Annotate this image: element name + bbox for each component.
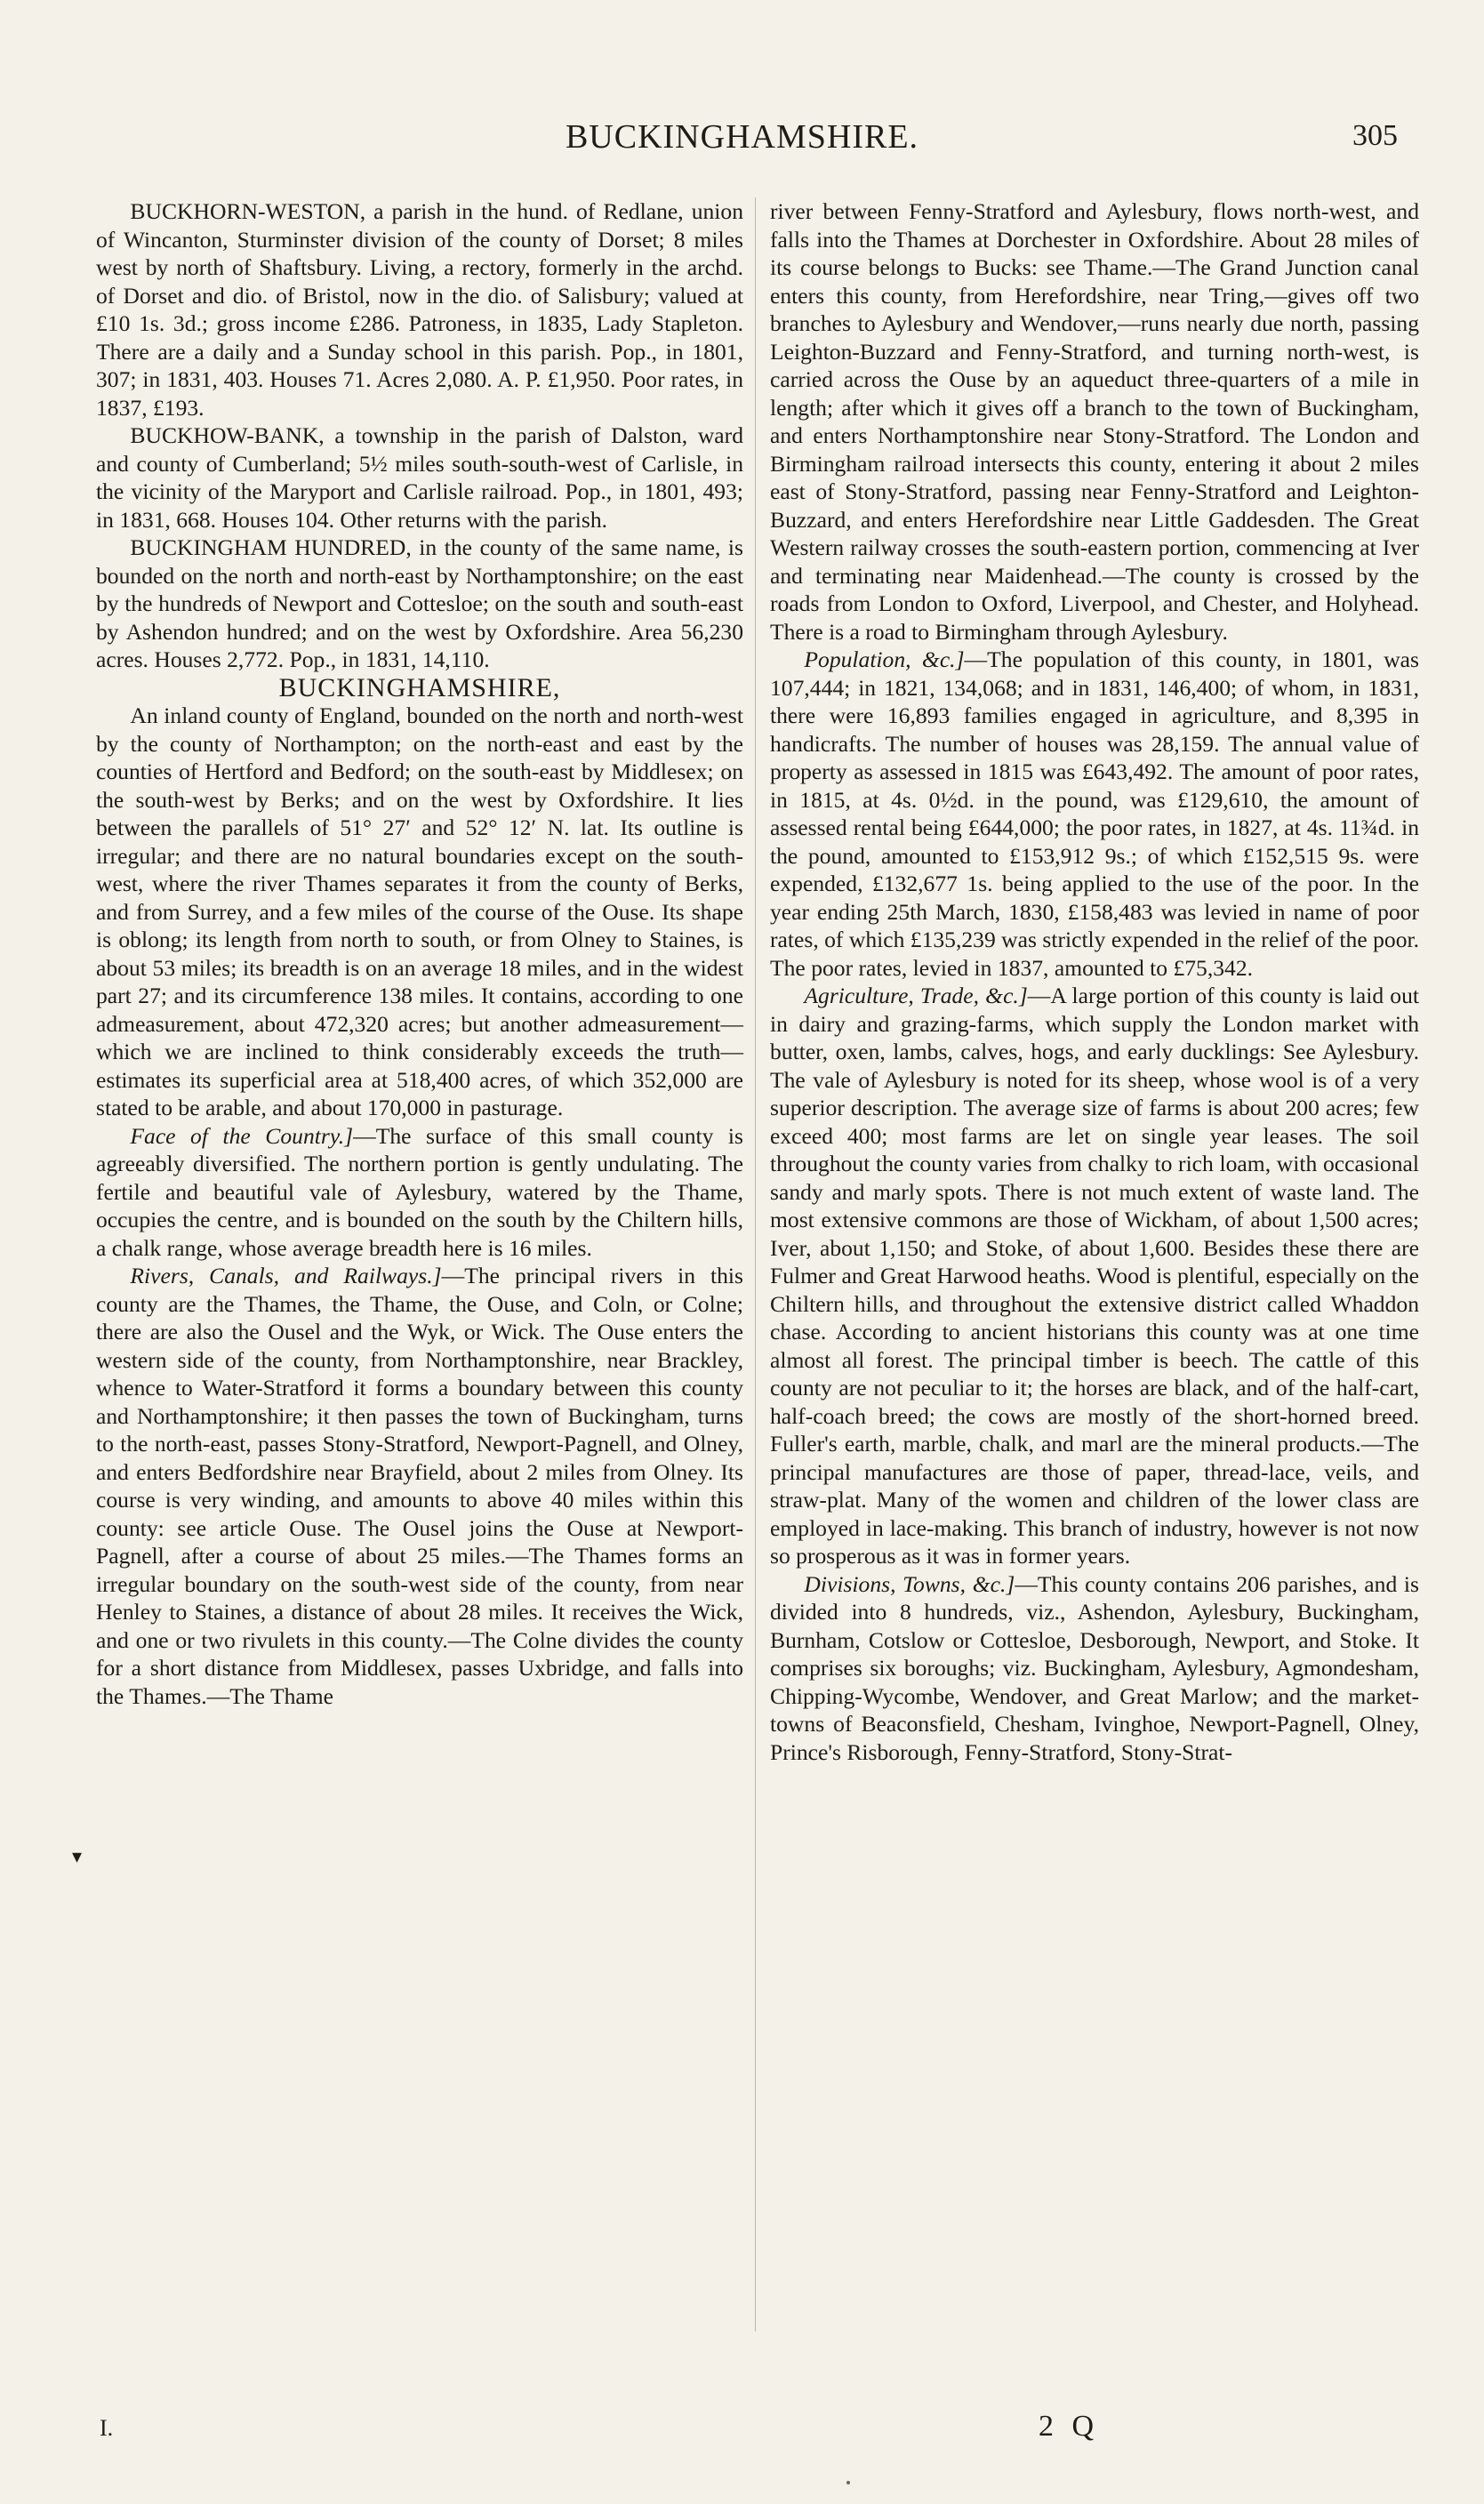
divisions-lead: Divisions, Towns, &c.] bbox=[804, 1570, 1015, 1597]
agriculture-paragraph bbox=[770, 982, 1419, 1570]
page-number: 305 bbox=[1352, 119, 1398, 152]
volume-marker: I. bbox=[100, 2415, 114, 2441]
entry-buckingham-hundred: BUCKINGHAM HUNDRED, in the county of the same name, is bounded on the north and north-east by Northamptonshire; on the east by the hundreds of Newport and Cottesloe; on the south and south-east by Ashendon hundred; and on the west by Oxfordshire. Area 56,230 acres. Houses 2,772. Pop., in 1831, 14,110. bbox=[96, 534, 743, 672]
column-divider bbox=[755, 197, 756, 2331]
rivers-continued-paragraph: river between Fenny-Stratford and Aylesbury, flows north-west, and falls into the Thames at Dorchester in Oxfordshire. About 28 miles of its course belongs to Bucks: see Thame.—The Grand Junction canal enters this county, from Herefordshire, near Tring,—gives off two branches to Aylesbury and Wendover,—runs nearly due north, passing Leighton-Buzzard and Fenny-Stratford, and turning north-west, is carried across the Ouse by an aqueduct three-quarters of a mile in length; after which it gives off a branch to the town of Buckingham, and enters Northamptonshire near Stony-Stratford. The London and Birmingham railroad intersects this county, entering it about 2 miles east of Stony-Stratford, passing near Fenny-Stratford and Leighton-Buzzard, and enters Herefordshire near Little Gaddesden. The Great Western railway crosses the south-eastern portion, commencing at Iver and terminating near Maidenhead.—The county is crossed by the roads from London to Oxford, Liverpool, and Chester, and Holyhead. There is a road to Birmingham through Aylesbury. bbox=[770, 198, 1419, 645]
signature-mark: 2 Q bbox=[1039, 2410, 1100, 2443]
population-text: —The population of this county, in 1801, was 107,444; in 1821, 134,068; and in 1831, 146,400; of whom, in 1831, there were 16,893 families engaged in agriculture, and 8,395 in handicrafts. The number of houses was 28,159. The annual value of property as assessed in 1815 was £643,492. The amount of poor rates, in 1815, at 4s. 0½d. in the pound, was £129,610, the amount of assessed rental being £644,000; the poor rates, in 1827, at 4s. 11¾d. in the pound, amounted to £153,912 9s.; of which £152,515 9s. were expended, £132,677 1s. being applied to the use of the poor. In the year ending 25th March, 1830, £158,483 was levied in name of poor rates, of which £135,239 was strictly expended in the relief of the poor. The poor rates, levied in 1837, amounted to £75,342. bbox=[770, 646, 1420, 981]
rivers-lead: Rivers, Canals, and Railways.] bbox=[130, 1263, 442, 1288]
agriculture-text: —A large portion of this county is laid out in dairy and grazing-farms, which supply the London market with butter, oxen, lambs, calves, hogs, and early ducklings: See Aylesbury. The vale of Aylesbury is noted for its sheep, whose wool is of a very superior description. The average size of farms is about 200 acres; few exceed 400; most farms are let on single year leases. The soil throughout the county varies from chalky to rich loam, with occasional sandy and marly spots. There is not much extent of waste land. The most extensive commons are those of Wickham, of about 1,500 acres; Iver, about 1,150; and Stoke, of about 1,600. Besides these there are Fulmer and Great Harwood heaths. Wood is plentiful, especially on the Chiltern hills, and throughout the extensive district called Whaddon chase. According to ancient historians this county was at one time almost all forest. The principal timber is beech. The cattle of this county are not peculiar to it; the horses are black, and of the half-cart, half-coach breed; the cows are mostly of the short-horned breed. Fuller's earth, marble, chalk, and marl are the mineral products.—The principal manufactures are those of paper, thread-lace, veils, and straw-plat. Many of the women and children of the lower class are employed in lace-making. This branch of industry, however is not now so prosperous as it was in former years. bbox=[770, 983, 1419, 1569]
right-column bbox=[770, 197, 1419, 1766]
page-speck bbox=[846, 2481, 850, 2484]
entry-buckhow-bank: BUCKHOW-BANK, a township in the parish of Dalston, ward and county of Cumberland; 5½ miles south-south-west of Carlisle, in the vicinity of the Maryport and Carlisle railroad. Pop., in 1801, 493; in 1831, 668. Houses 104. Other returns with the parish. bbox=[96, 422, 743, 533]
county-intro-paragraph: An inland county of England, bounded on the north and north-west by the county of Northampton; on the north-east and east by the counties of Hertford and Bedford; on the south-east by Middlesex; on the south-west by Berks; and on the west by Oxfordshire. It lies between the parallels of 51° 27′ and 52° 12′ N. lat. Its outline is irregular; and there are no natural boundaries except on the south-west, where the river Thames separates it from the county of Berks, and from Surrey, and a few miles of the course of the Ouse. Its shape is oblong; its length from north to south, or from Olney to Staines, is about 53 miles; its breadth is on an average 18 miles, and in the widest part 27; and its circumference 138 miles. It contains, according to one admeasurement, about 472,320 acres; but another admeasurement—which we are inclined to think considerably exceeds the truth—estimates its superficial area at 518,400 acres, of which 352,000 are stated to be arable, and about 170,000 in pasturage. bbox=[96, 702, 743, 1120]
divisions-paragraph bbox=[770, 1570, 1419, 1767]
divisions-text: —This county contains 206 parishes, and is divided into 8 hundreds, viz., Ashendon, Aylesbury, Buckingham, Burnham, Cotslow or Cottesloe, Desborough, Newport, and Stoke. It comprises six boroughs; viz. Buckingham, Aylesbury, Agmondesham, Chipping-Wycombe, Wendover, and Great Marlow; and the market-towns of Beaconsfield, Chesham, Ivinghoe, Newport-Pagnell, Olney, Prince's Risborough, Fenny-Stratford, Stony-Strat- bbox=[770, 1570, 1419, 1765]
rivers-text: —The principal rivers in this county are the Thames, the Thame, the Ouse, and Coln, or Colne; there are also the Ousel and the Wyk, or Wick. The Ouse enters the western side of the county, from Northamptonshire, near Brackley, whence to Water-Stratford it forms a boundary between this county and Northamptonshire; it then passes the town of Buckingham, turns to the north-east, passes Stony-Stratford, Newport-Pagnell, and Olney, and enters Bedfordshire near Brayfield, about 2 miles from Olney. Its course is very winding, and amounts to above 40 miles within this county: see article Ouse. The Ousel joins the Ouse at Newport-Pagnell, after a course of about 25 miles.—The Thames forms an irregular boundary on the south-west side of the county, from near Henley to Staines, a distance of about 28 miles. It receives the Wick, and one or two rivulets in this county.—The Colne divides the county for a short distance from Middlesex, passes Uxbridge, and falls into the Thames.—The Thame bbox=[96, 1263, 743, 1709]
section-title: BUCKINGHAMSHIRE, bbox=[278, 672, 561, 702]
population-lead: Population, &c.] bbox=[804, 646, 965, 672]
face-of-country-paragraph bbox=[96, 1122, 743, 1263]
entry-buckhorn-weston: BUCKHORN-WESTON, a parish in the hund. of Redlane, union of Wincanton, Sturminster division of the county of Dorset; 8 miles west by north of Shaftsbury. Living, a rectory, formerly in the archd. of Dorset and dio. of Bristol, now in the dio. of Salisbury; valued at £10 1s. 3d.; gross income £286. Patroness, in 1835, Lady Stapleton. There are a daily and a Sunday school in this parish. Pop., in 1801, 307; in 1831, 403. Houses 71. Acres 2,080. A. P. £1,950. Poor rates, in 1837, £193. bbox=[96, 198, 743, 421]
left-column bbox=[96, 197, 743, 1710]
margin-mark: ▾ bbox=[72, 1845, 83, 1867]
page-header bbox=[0, 117, 1484, 171]
running-title: BUCKINGHAMSHIRE. bbox=[565, 118, 919, 156]
face-of-country-lead: Face of the Country.] bbox=[130, 1122, 354, 1149]
face-of-country-text: —The surface of this small county is agreeably diversified. The northern portion is gently undulating. The fertile and beautiful vale of Aylesbury, watered by the Thame, occupies the centre, and is bounded on the south by the Chiltern hills, a chalk range, whose average breadth here is 16 miles. bbox=[96, 1122, 743, 1261]
rivers-paragraph bbox=[96, 1262, 743, 1710]
agriculture-lead: Agriculture, Trade, &c.] bbox=[804, 983, 1028, 1008]
population-paragraph bbox=[770, 646, 1419, 982]
